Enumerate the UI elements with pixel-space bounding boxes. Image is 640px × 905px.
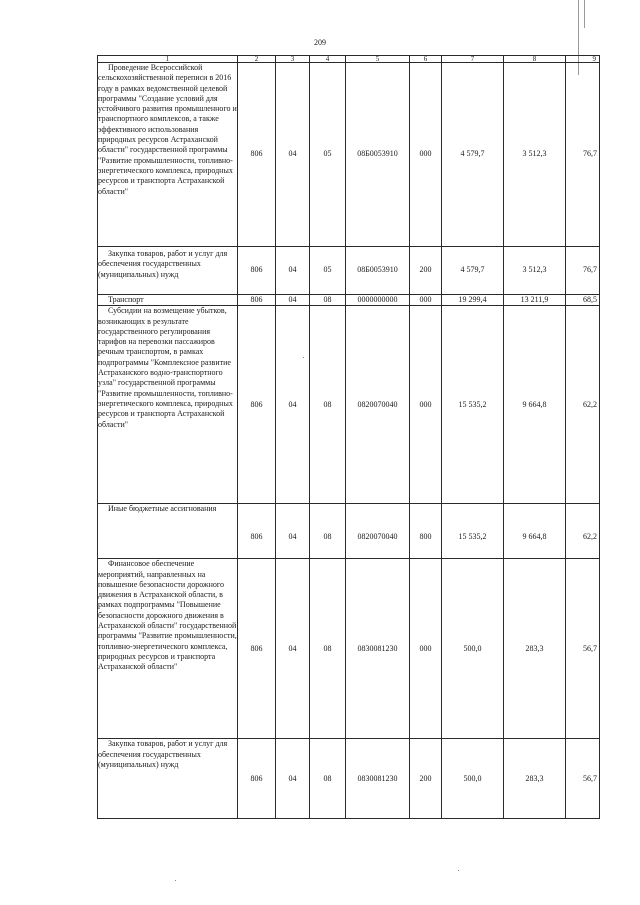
cell-subsection: 05 [310,247,346,295]
cell-target-article: 0820070040 [346,504,410,559]
scan-artifact-dot [458,870,459,871]
column-header: 5 [346,56,410,63]
cell-target-article: 0830081230 [346,559,410,739]
column-header: 8 [504,56,566,63]
cell-actual: 283,3 [504,559,566,739]
cell-actual: 3 512,3 [504,247,566,295]
row-name: Иные бюджетные ассигнования [98,504,238,559]
cell-subsection: 08 [310,559,346,739]
row-name: Проведение Всероссийской сельскохозяйственной переписи в 2016 году в рамках ведомственной целевой программы "Создание условий для устойчивого развития промышленного и транспортного комплексов, а также эффективного использования природных ресурсов Астраханской области" государственной программы "Развитие промышленности, топливно-энергетического комплекса, природных ресурсов и транспорта Астраханской области" [98,63,238,247]
cell-code: 806 [238,247,276,295]
column-header: 9 [566,56,600,63]
cell-percent: 76,7 [566,247,600,295]
row-name: Транспорт [98,295,238,306]
cell-code: 806 [238,504,276,559]
cell-expense-type: 000 [410,63,442,247]
cell-target-article: 0000000000 [346,295,410,306]
cell-target-article: 08Б0053910 [346,247,410,295]
cell-percent: 56,7 [566,559,600,739]
row-name: Закупка товаров, работ и услуг для обеспечения государственных (муниципальных) нужд [98,247,238,295]
cell-target-article: 0830081230 [346,739,410,819]
cell-actual: 283,3 [504,739,566,819]
cell-subsection: 08 [310,739,346,819]
column-header: 7 [442,56,504,63]
cell-actual: 3 512,3 [504,63,566,247]
table-row [98,295,600,306]
table-row [98,504,600,559]
column-header: 1 [98,56,238,63]
cell-subsection: 05 [310,63,346,247]
cell-percent: 76,7 [566,63,600,247]
cell-plan: 4 579,7 [442,247,504,295]
cell-expense-type: 200 [410,739,442,819]
cell-percent: 62,2 [566,306,600,504]
cell-section: 04 [276,559,310,739]
column-header: 4 [310,56,346,63]
cell-code: 806 [238,63,276,247]
cell-percent: 62,2 [566,504,600,559]
cell-plan: 4 579,7 [442,63,504,247]
cell-expense-type: 200 [410,247,442,295]
cell-section: 04 [276,739,310,819]
cell-actual: 9 664,8 [504,306,566,504]
table-row [98,739,600,819]
cell-section: 04 [276,504,310,559]
cell-target-article: 08Б0053910 [346,63,410,247]
column-header: 6 [410,56,442,63]
scan-artifact-line [584,0,585,28]
table-row [98,306,600,504]
cell-section: 04 [276,63,310,247]
cell-plan: 500,0 [442,739,504,819]
row-name: Финансовое обеспечение мероприятий, направленных на повышение безопасности дорожного движения в Астраханской области, в рамках подпрограммы "Повышение безопасности дорожного движения в Астраханской области" государственной программы "Развитие промышленности, топливно-энергетического комплекса, природных ресурсов и транспорта Астраханской области" [98,559,238,739]
cell-plan: 15 535,2 [442,306,504,504]
cell-expense-type: 800 [410,504,442,559]
cell-expense-type: 000 [410,306,442,504]
cell-percent: 56,7 [566,739,600,819]
cell-section: 04 [276,295,310,306]
table-row [98,559,600,739]
cell-section: 04 [276,247,310,295]
cell-subsection: 08 [310,295,346,306]
cell-plan: 500,0 [442,559,504,739]
cell-code: 806 [238,306,276,504]
table-row [98,247,600,295]
cell-subsection: 08 [310,504,346,559]
cell-plan: 19 299,4 [442,295,504,306]
cell-subsection: 08 [310,306,346,504]
cell-code: 806 [238,559,276,739]
cell-code: 806 [238,739,276,819]
row-name: Закупка товаров, работ и услуг для обеспечения государственных (муниципальных) нужд [98,739,238,819]
column-header: 3 [276,56,310,63]
header-row [98,56,600,63]
page-number: 209 [314,38,326,47]
scan-artifact-dot [175,880,176,881]
cell-actual: 9 664,8 [504,504,566,559]
cell-percent: 68,5 [566,295,600,306]
table-row [98,63,600,247]
cell-section: 04 [276,306,310,504]
cell-actual: 13 211,9 [504,295,566,306]
row-name: Субсидии на возмещение убытков, возникающих в результате государственного регулирования тарифов на перевозки пассажиров речным транспортом, в рамках подпрограммы "Комплексное развитие Астраханского водно-транспортного узла" государственной программы "Развитие промышленности, топливно-энергетического комплекса, природных ресурсов и транспорта Астраханской области" [98,306,238,504]
column-header: 2 [238,56,276,63]
budget-table [97,55,600,819]
cell-expense-type: 000 [410,559,442,739]
cell-code: 806 [238,295,276,306]
cell-target-article: 0820070040 [346,306,410,504]
cell-expense-type: 000 [410,295,442,306]
cell-plan: 15 535,2 [442,504,504,559]
